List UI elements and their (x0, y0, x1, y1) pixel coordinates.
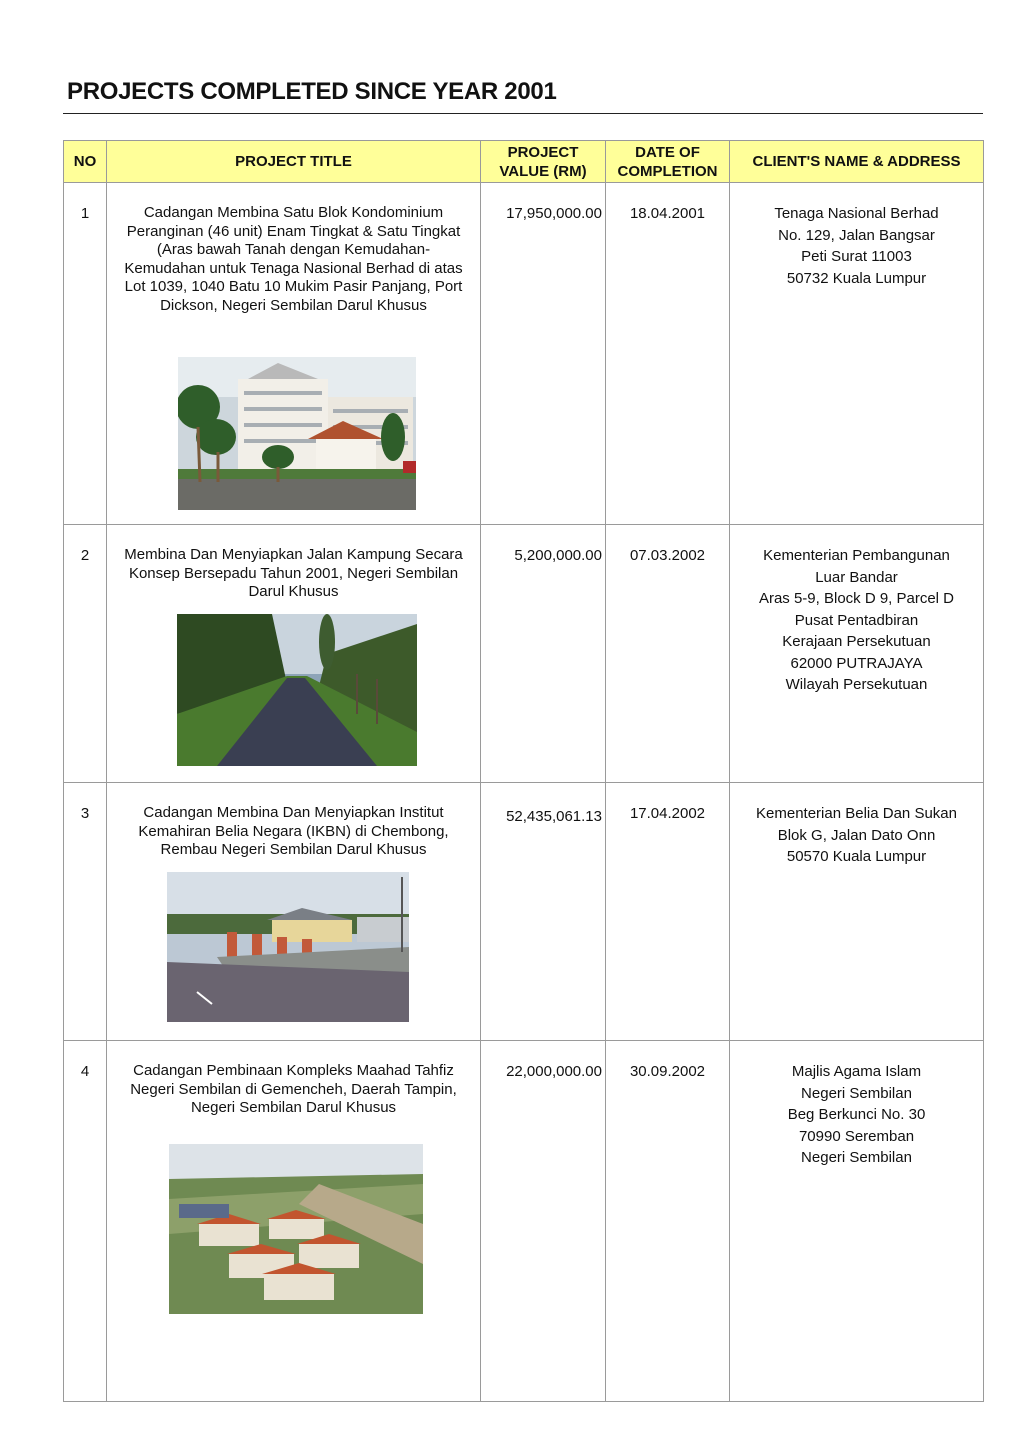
table-row (64, 525, 984, 783)
title-underline (63, 113, 983, 114)
row-completion-date: 30.09.2002 (606, 1041, 730, 1402)
title-line: Darul Khusus (248, 583, 339, 600)
row-project-title (107, 525, 481, 783)
row-no: 2 (64, 525, 107, 783)
header-project-value (481, 141, 606, 183)
header-value-line2: VALUE (RM) (499, 162, 587, 180)
client-line: Kementerian Belia Dan Sukan (756, 805, 957, 822)
title-line: Kemudahan untuk Tenaga Nasional Berhad di atas (124, 259, 463, 277)
client-line: Tenaga Nasional Berhad (774, 205, 939, 222)
table-header-row (64, 141, 984, 183)
title-line: Konsep Bersepadu Tahun 2001, Negeri Sembilan (128, 564, 459, 582)
title-line: Cadangan Membina Satu Blok Kondominium (143, 204, 444, 221)
row-completion-date: 17.04.2002 (606, 783, 730, 1041)
client-line: No. 129, Jalan Bangsar (778, 226, 935, 244)
row-no: 1 (64, 183, 107, 525)
header-value-line1: PROJECT (507, 143, 579, 161)
row-client (730, 183, 984, 525)
client-line: Beg Berkunci No. 30 (787, 1106, 926, 1123)
village-road-photo (177, 614, 417, 766)
client-line: 50570 Kuala Lumpur (786, 848, 927, 865)
client-line: Pusat Pentadbiran (794, 611, 919, 629)
title-line: Dickson, Negeri Sembilan Darul Khusus (160, 296, 427, 314)
row-project-title (107, 783, 481, 1041)
row-client (730, 525, 984, 783)
row-project-title (107, 183, 481, 525)
title-line: Rembau Negeri Sembilan Darul Khusus (160, 841, 427, 858)
header-date-line2: COMPLETION (617, 162, 718, 180)
client-line: Negeri Sembilan (801, 1149, 912, 1166)
client-line: 50732 Kuala Lumpur (786, 269, 927, 287)
title-line: Kemahiran Belia Negara (IKBN) di Chembong, (138, 822, 449, 840)
header-client: CLIENT'S NAME & ADDRESS (730, 141, 984, 183)
row-project-value: 22,000,000.00 (481, 1041, 606, 1402)
title-line: Negeri Sembilan Darul Khusus (190, 1099, 397, 1116)
title-line: Lot 1039, 1040 Batu 10 Mukim Pasir Panjang, Port (124, 278, 463, 295)
title-line: Peranginan (46 unit) Enam Tingkat & Satu Tingkat (126, 222, 461, 240)
title-line: Cadangan Membina Dan Menyiapkan Institut (143, 804, 444, 821)
header-no: NO (64, 141, 107, 183)
client-line: Aras 5-9, Block D 9, Parcel D (758, 590, 955, 607)
row-completion-date: 07.03.2002 (606, 525, 730, 783)
client-line: 62000 PUTRAJAYA (790, 654, 923, 672)
table-row (64, 783, 984, 1041)
title-line: Negeri Sembilan di Gemencheh, Daerah Tampin, (130, 1080, 457, 1098)
title-line: (Aras bawah Tanah dengan Kemudahan- (156, 241, 431, 258)
header-project-title: PROJECT TITLE (107, 141, 481, 183)
title-line: Cadangan Pembinaan Kompleks Maahad Tahfiz (133, 1062, 454, 1079)
client-line: Wilayah Persekutuan (785, 676, 928, 693)
title-line: Membina Dan Menyiapkan Jalan Kampung Secara (124, 546, 463, 563)
client-line: Kerajaan Persekutuan (782, 633, 931, 650)
client-line: Blok G, Jalan Dato Onn (777, 826, 936, 844)
client-line: 70990 Seremban (798, 1127, 915, 1145)
row-no: 4 (64, 1041, 107, 1402)
row-client (730, 783, 984, 1041)
projects-table (63, 140, 984, 1402)
row-project-title (107, 1041, 481, 1402)
condominium-photo (178, 357, 416, 510)
table-row (64, 183, 984, 525)
client-line: Luar Bandar (815, 568, 898, 586)
row-project-value: 5,200,000.00 (481, 525, 606, 783)
client-line: Negeri Sembilan (801, 1084, 912, 1102)
aerial-complex-photo (169, 1144, 423, 1314)
client-line: Peti Surat 11003 (801, 248, 912, 265)
institute-building-photo (167, 872, 409, 1022)
client-line: Majlis Agama Islam (791, 1063, 922, 1080)
row-project-value: 52,435,061.13 (481, 783, 606, 1041)
row-no: 3 (64, 783, 107, 1041)
page-title: PROJECTS COMPLETED SINCE YEAR 2001 (67, 78, 557, 105)
client-line: Kementerian Pembangunan (763, 547, 950, 564)
row-completion-date: 18.04.2001 (606, 183, 730, 525)
row-project-value: 17,950,000.00 (481, 183, 606, 525)
row-client (730, 1041, 984, 1402)
header-date-line1: DATE OF (635, 143, 700, 161)
table-row (64, 1041, 984, 1402)
header-date-of-completion (606, 141, 730, 183)
